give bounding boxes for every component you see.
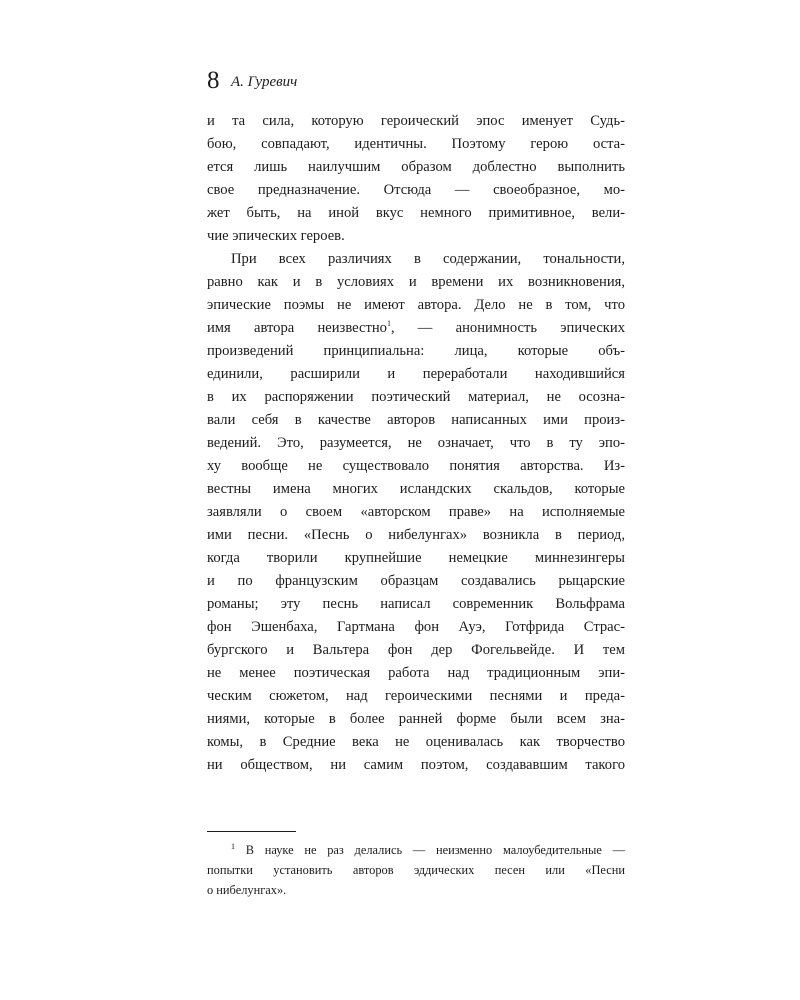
text-line: единили, расширили и переработали находившийся	[207, 366, 625, 382]
footnote-marker: 1	[231, 841, 235, 851]
text-line: ведений. Это, разумеется, не означает, что в ту эпо-	[207, 435, 625, 451]
text-line: ни обществом, ни самим поэтом, создававшим такого	[207, 757, 625, 773]
text-line: в их распоряжении поэтический материал, не осозна-	[207, 389, 625, 405]
text-line: ими песни. «Песнь о нибелунгах» возникла в период,	[207, 527, 625, 543]
text-line: романы; эту песнь написал современник Вольфрама	[207, 596, 625, 612]
text-line: свое предназначение. Отсюда — своеобразное, мо-	[207, 182, 625, 198]
text-line: ческим сюжетом, над героическими песнями и преда-	[207, 688, 625, 704]
footnote-reference[interactable]: 1	[386, 319, 391, 329]
footnote-line	[207, 840, 625, 860]
footnote	[207, 840, 625, 900]
text-line: эпические поэмы не имеют автора. Дело не в том, что	[207, 297, 625, 313]
text-line: вали себя в качестве авторов написанных ими произ-	[207, 412, 625, 428]
page-number: 8	[207, 67, 220, 94]
footnote-line: о нибелунгах».	[207, 883, 287, 897]
text-line: заявляли о своем «авторском праве» на исполняемые	[207, 504, 625, 520]
text-line: комы, в Средние века не оценивалась как творчество	[207, 734, 625, 750]
text-line: произведений принципиальна: лица, которые объ-	[207, 343, 625, 359]
text-line: бою, совпадают, идентичны. Поэтому герою оста-	[207, 136, 625, 152]
text-line: вестны имена многих исландских скальдов, которые	[207, 481, 625, 497]
running-head-author: А. Гуревич	[231, 74, 298, 90]
text-segment: имя автора неизвестно	[207, 320, 387, 336]
text-segment: , — анонимность эпических	[390, 320, 625, 336]
text-line: когда творили крупнейшие немецкие миннезингеры	[207, 550, 625, 566]
footnote-divider	[207, 831, 296, 832]
text-line: При всех различиях в содержании, тональности,	[231, 251, 625, 267]
text-line: бургского и Вальтера фон дер Фогельвейде. И тем	[207, 642, 625, 658]
footnote-text: В науке не раз делались — неизменно малоубедительные —	[245, 843, 625, 857]
text-line: ниями, которые в более ранней форме были всем зна-	[207, 711, 625, 727]
footnote-line: попытки установить авторов эддических песен или «Песни	[207, 863, 625, 877]
text-line: и та сила, которую героический эпос именует Судь-	[207, 113, 625, 129]
text-line: ется лишь наилучшим образом доблестно выполнить	[207, 159, 625, 175]
text-line: фон Эшенбаха, Гартмана фон Ауэ, Готфрида Страс-	[207, 619, 625, 635]
text-line: чие эпических героев.	[207, 228, 345, 244]
text-line: не менее поэтическая работа над традиционным эпи-	[207, 665, 625, 681]
text-line: ху вообще не существовало понятия авторства. Из-	[207, 458, 625, 474]
main-text	[207, 110, 625, 777]
text-line: и по французским образцам создавались рыцарские	[207, 573, 625, 589]
text-line-with-footnote	[207, 317, 625, 340]
text-line: равно как и в условиях и времени их возникновения,	[207, 274, 625, 290]
text-line: жет быть, на иной вкус немного примитивное, вели-	[207, 205, 625, 221]
